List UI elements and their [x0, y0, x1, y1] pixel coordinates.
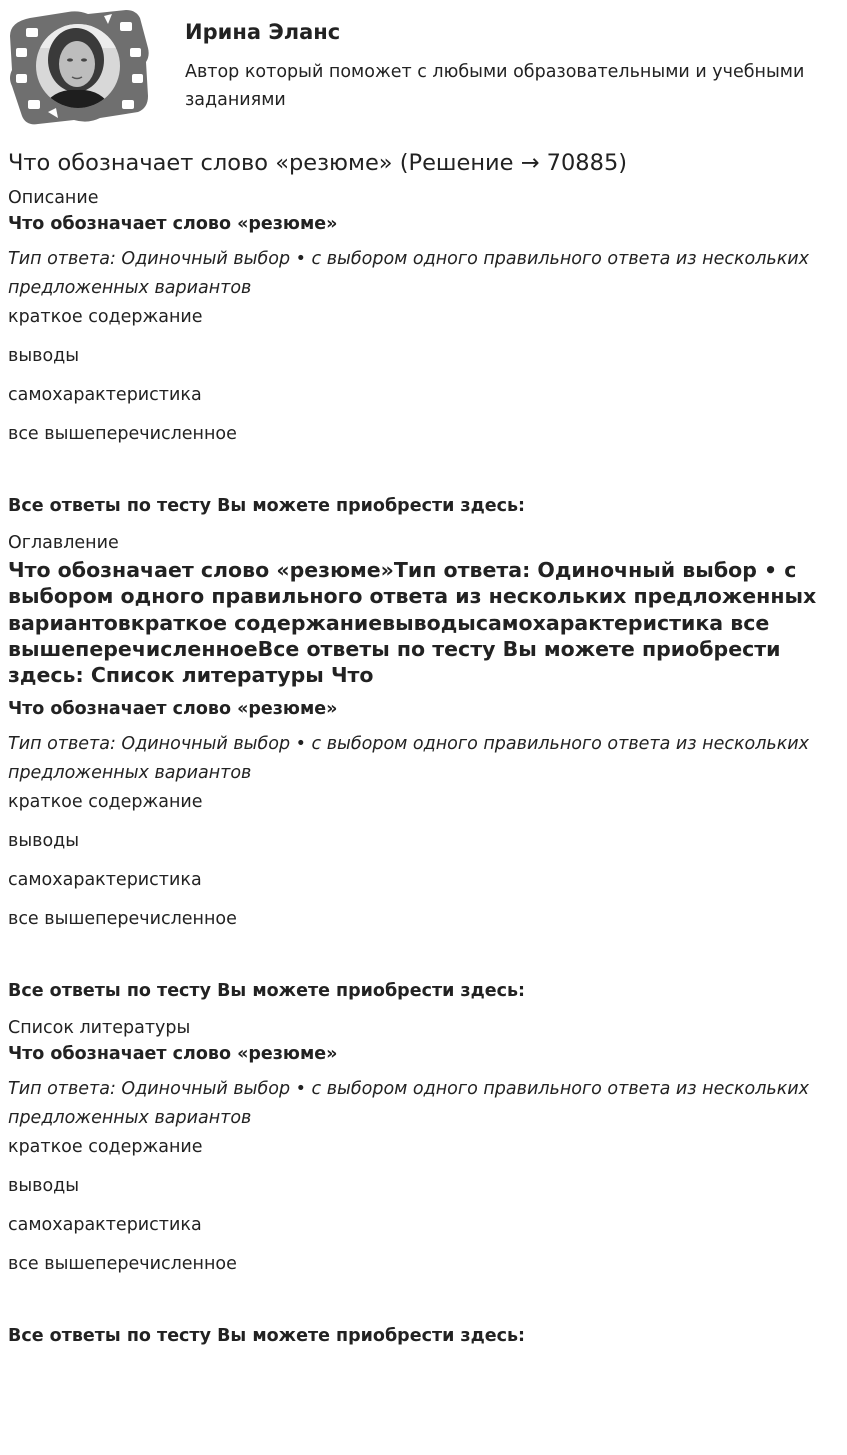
section-label-description: Описание: [8, 188, 99, 208]
buy-answers-note[interactable]: Все ответы по тесту Вы можете приобрести здесь:: [8, 496, 526, 516]
section-label-toc: Оглавление: [8, 533, 119, 553]
question-title: Что обозначает слово «резюме»: [8, 699, 338, 720]
answer-option: все вышеперечисленное: [8, 909, 237, 930]
page-title: Что обозначает слово «резюме» (Решение → 70885): [8, 150, 628, 176]
answer-type: Тип ответа: Одиночный выбор • с выбором одного правильного ответа из нескольких предложенных вариантов: [8, 734, 810, 783]
answer-type: Тип ответа: Одиночный выбор • с выбором одного правильного ответа из нескольких предложенных вариантов: [8, 1079, 810, 1128]
answer-option: выводы: [8, 346, 80, 366]
answer-option: выводы: [8, 831, 80, 852]
description-section: [8, 187, 840, 517]
avatar[interactable]: [8, 8, 150, 126]
film-reel-portrait-icon: [8, 8, 150, 126]
answer-option: краткое содержание: [8, 792, 203, 813]
answer-option: самохарактеристика: [8, 385, 202, 405]
question-title: Что обозначает слово «резюме»: [8, 214, 338, 234]
main-content: [8, 146, 840, 1362]
author-description: Автор который поможет с любыми образовательными и учебными заданиями: [185, 62, 805, 110]
author-header: [8, 8, 839, 128]
section-label-literature: Список литературы: [8, 1018, 191, 1039]
spacer: [8, 445, 840, 495]
answer-option: краткое содержание: [8, 307, 203, 327]
spacer: [8, 930, 840, 980]
buy-answers-note[interactable]: Все ответы по тесту Вы можете приобрести здесь:: [8, 1326, 526, 1347]
answer-option: выводы: [8, 1176, 80, 1197]
spacer: [8, 1275, 840, 1325]
answer-option: все вышеперечисленное: [8, 1254, 237, 1275]
answer-option: самохарактеристика: [8, 870, 202, 891]
literature-section: [8, 1017, 840, 1347]
toc-summary: Что обозначает слово «резюме»Тип ответа: Одиночный выбор • с выбором одного правильного ответа из нескольких предложенных вариантовкраткое содержаниевыводысамохарактеристика все вышеперечисленноеВсе ответы по тесту Вы можете приобрести здесь: Список литературы Что: [8, 558, 817, 688]
author-name[interactable]: Ирина Эланс: [185, 20, 341, 44]
toc-section: [8, 532, 840, 1002]
buy-answers-note[interactable]: Все ответы по тесту Вы можете приобрести здесь:: [8, 981, 526, 1002]
answer-option: самохарактеристика: [8, 1215, 202, 1236]
answer-option: краткое содержание: [8, 1137, 203, 1158]
question-title: Что обозначает слово «резюме»: [8, 1044, 338, 1065]
answer-option: все вышеперечисленное: [8, 424, 237, 444]
answer-type: Тип ответа: Одиночный выбор • с выбором одного правильного ответа из нескольких предложенных вариантов: [8, 249, 810, 298]
